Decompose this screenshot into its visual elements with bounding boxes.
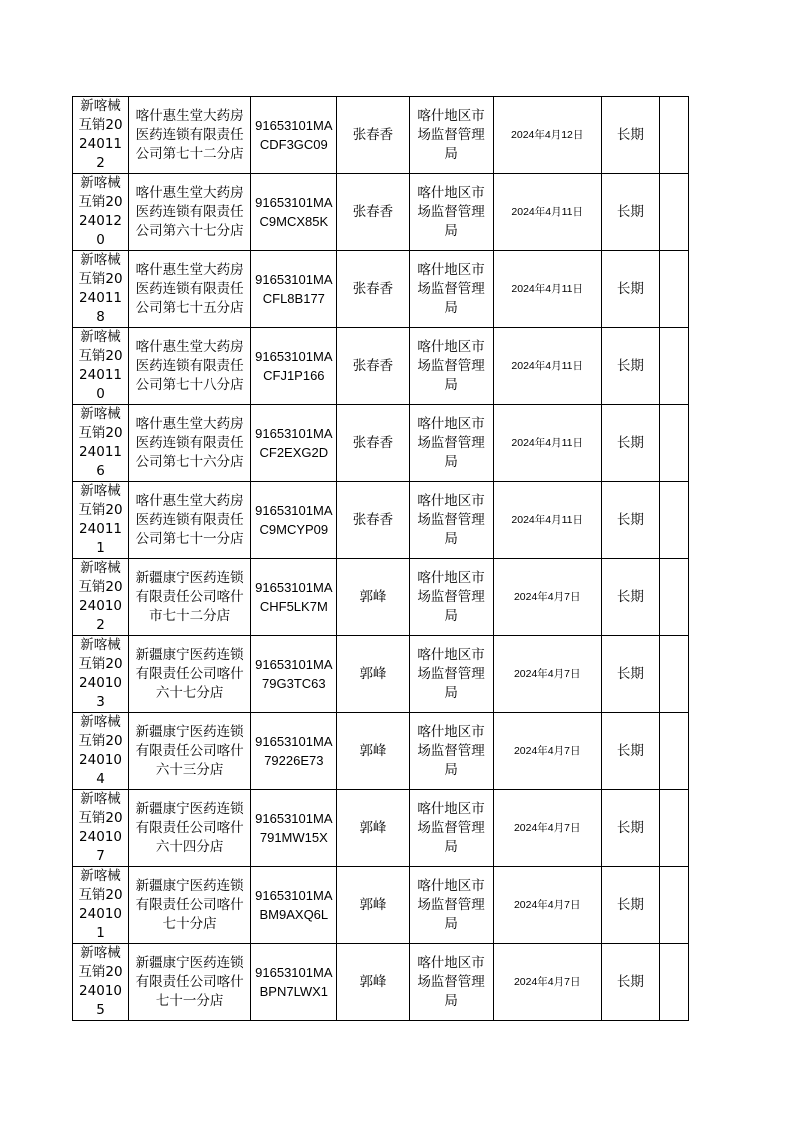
company-name-cell [129, 636, 251, 713]
remarks-cell [659, 328, 688, 405]
credit-code-cell [251, 251, 337, 328]
issuing-authority-cell [409, 559, 493, 636]
issuing-authority-cell [409, 713, 493, 790]
record-number-cell [73, 867, 129, 944]
table-row [73, 636, 689, 713]
issue-date-cell-text: 2024年4月7日 [513, 744, 581, 757]
validity-term-cell-text: 长期 [616, 434, 644, 451]
remarks-cell [659, 97, 688, 174]
credit-code-cell [251, 482, 337, 559]
company-name-cell [129, 174, 251, 251]
record-number-cell-text: 新喀械互销20240118 [78, 252, 123, 325]
issuing-authority-cell [409, 636, 493, 713]
record-number-cell [73, 405, 129, 482]
legal-person-cell-text: 郭峰 [359, 742, 387, 759]
record-number-cell [73, 559, 129, 636]
credit-code-cell-text: 91653101MABM9AXQ6L [255, 888, 333, 922]
issue-date-cell [493, 482, 601, 559]
legal-person-cell-text: 张春香 [352, 434, 394, 451]
issuing-authority-cell-text: 喀什地区市场监督管理局 [417, 184, 485, 239]
issue-date-cell-text: 2024年4月11日 [511, 513, 584, 526]
table-row [73, 174, 689, 251]
validity-term-cell [601, 867, 659, 944]
table-row [73, 867, 689, 944]
company-name-cell [129, 405, 251, 482]
record-number-cell-text: 新喀械互销20240110 [78, 329, 123, 402]
record-number-cell [73, 482, 129, 559]
issuing-authority-cell [409, 944, 493, 1021]
credit-code-cell [251, 174, 337, 251]
credit-code-cell-text: 91653101MAC9MCYP09 [255, 503, 333, 537]
credit-code-cell [251, 559, 337, 636]
remarks-cell [659, 867, 688, 944]
company-name-cell [129, 867, 251, 944]
record-number-cell [73, 97, 129, 174]
credit-code-cell [251, 405, 337, 482]
issue-date-cell-text: 2024年4月7日 [513, 590, 581, 603]
company-name-cell [129, 559, 251, 636]
issuing-authority-cell [409, 482, 493, 559]
issue-date-cell [493, 328, 601, 405]
record-number-cell-text: 新喀械互销20240104 [78, 714, 123, 787]
record-number-cell [73, 790, 129, 867]
company-name-cell-text: 新疆康宁医药连锁有限责任公司喀什市七十二分店 [135, 569, 244, 624]
issue-date-cell-text: 2024年4月12日 [511, 128, 584, 141]
issue-date-cell [493, 944, 601, 1021]
issuing-authority-cell-text: 喀什地区市场监督管理局 [417, 107, 485, 162]
remarks-cell [659, 251, 688, 328]
issue-date-cell-text: 2024年4月11日 [511, 359, 584, 372]
credit-code-cell-text: 91653101MA79G3TC63 [255, 657, 333, 691]
legal-person-cell-text: 郭峰 [359, 896, 387, 913]
validity-term-cell [601, 97, 659, 174]
record-number-cell [73, 636, 129, 713]
company-name-cell-text: 喀什惠生堂大药房医药连锁有限责任公司第六十七分店 [135, 184, 244, 239]
remarks-cell [659, 559, 688, 636]
validity-term-cell-text: 长期 [616, 973, 644, 990]
company-name-cell-text: 喀什惠生堂大药房医药连锁有限责任公司第七十二分店 [135, 107, 244, 162]
validity-term-cell-text: 长期 [616, 819, 644, 836]
issuing-authority-cell-text: 喀什地区市场监督管理局 [417, 492, 485, 547]
credit-code-cell [251, 713, 337, 790]
record-number-cell-text: 新喀械互销20240116 [78, 406, 123, 479]
issue-date-cell [493, 867, 601, 944]
record-number-cell-text: 新喀械互销20240103 [78, 637, 123, 710]
validity-term-cell [601, 405, 659, 482]
remarks-cell [659, 713, 688, 790]
record-number-cell [73, 251, 129, 328]
issue-date-cell [493, 97, 601, 174]
record-number-cell-text: 新喀械互销20240112 [78, 98, 123, 171]
issuing-authority-cell [409, 174, 493, 251]
validity-term-cell [601, 328, 659, 405]
legal-person-cell-text: 郭峰 [359, 819, 387, 836]
legal-person-cell-text: 张春香 [352, 357, 394, 374]
record-number-cell-text: 新喀械互销20240107 [78, 791, 123, 864]
validity-term-cell [601, 174, 659, 251]
company-name-cell [129, 790, 251, 867]
company-name-cell-text: 新疆康宁医药连锁有限责任公司喀什六十四分店 [135, 800, 244, 855]
issuing-authority-cell-text: 喀什地区市场监督管理局 [417, 646, 485, 701]
issuing-authority-cell [409, 790, 493, 867]
company-name-cell [129, 328, 251, 405]
credit-code-cell-text: 91653101MA791MW15X [255, 811, 333, 845]
credit-code-cell-text: 91653101MACFL8B177 [255, 272, 333, 306]
company-name-cell [129, 251, 251, 328]
legal-person-cell-text: 郭峰 [359, 665, 387, 682]
issuing-authority-cell-text: 喀什地区市场监督管理局 [417, 338, 485, 393]
credit-code-cell-text: 91653101MACF2EXG2D [255, 426, 333, 460]
credit-code-cell-text: 91653101MABPN7LWX1 [255, 965, 333, 999]
credit-code-cell [251, 636, 337, 713]
issuing-authority-cell-text: 喀什地区市场监督管理局 [417, 569, 485, 624]
validity-term-cell [601, 636, 659, 713]
table-row [73, 944, 689, 1021]
company-name-cell-text: 新疆康宁医药连锁有限责任公司喀什六十七分店 [135, 646, 244, 701]
credit-code-cell [251, 97, 337, 174]
table-row [73, 328, 689, 405]
record-number-cell-text: 新喀械互销20240105 [78, 945, 123, 1018]
issue-date-cell-text: 2024年4月11日 [511, 436, 584, 449]
legal-person-cell [337, 636, 409, 713]
issue-date-cell [493, 559, 601, 636]
issue-date-cell-text: 2024年4月7日 [513, 667, 581, 680]
validity-term-cell-text: 长期 [616, 126, 644, 143]
table-row [73, 559, 689, 636]
table-row [73, 405, 689, 482]
validity-term-cell [601, 713, 659, 790]
validity-term-cell [601, 790, 659, 867]
company-name-cell-text: 新疆康宁医药连锁有限责任公司喀什七十分店 [135, 877, 244, 932]
company-name-cell-text: 新疆康宁医药连锁有限责任公司喀什六十三分店 [135, 723, 244, 778]
record-number-cell-text: 新喀械互销20240120 [78, 175, 123, 248]
record-number-cell-text: 新喀械互销20240101 [78, 868, 123, 941]
issuing-authority-cell [409, 251, 493, 328]
issuing-authority-cell [409, 97, 493, 174]
issue-date-cell-text: 2024年4月7日 [513, 821, 581, 834]
credit-code-cell-text: 91653101MACDF3GC09 [255, 118, 333, 152]
record-number-cell [73, 328, 129, 405]
record-number-cell [73, 944, 129, 1021]
legal-person-cell [337, 97, 409, 174]
issuing-authority-cell [409, 405, 493, 482]
company-name-cell-text: 喀什惠生堂大药房医药连锁有限责任公司第七十六分店 [135, 415, 244, 470]
credit-code-cell [251, 790, 337, 867]
company-name-cell-text: 喀什惠生堂大药房医药连锁有限责任公司第七十五分店 [135, 261, 244, 316]
issuing-authority-cell-text: 喀什地区市场监督管理局 [417, 877, 485, 932]
record-number-cell-text: 新喀械互销20240111 [78, 483, 123, 556]
issuing-authority-cell [409, 867, 493, 944]
validity-term-cell-text: 长期 [616, 203, 644, 220]
record-number-cell-text: 新喀械互销20240102 [78, 560, 123, 633]
issue-date-cell-text: 2024年4月11日 [511, 205, 584, 218]
validity-term-cell-text: 长期 [616, 511, 644, 528]
table-row [73, 790, 689, 867]
legal-person-cell [337, 174, 409, 251]
remarks-cell [659, 174, 688, 251]
issuing-authority-cell-text: 喀什地区市场监督管理局 [417, 800, 485, 855]
remarks-cell [659, 790, 688, 867]
records-body [73, 97, 689, 1021]
validity-term-cell-text: 长期 [616, 280, 644, 297]
issuing-authority-cell-text: 喀什地区市场监督管理局 [417, 261, 485, 316]
table-row [73, 251, 689, 328]
issue-date-cell-text: 2024年4月7日 [513, 975, 581, 988]
legal-person-cell-text: 张春香 [352, 511, 394, 528]
issue-date-cell [493, 251, 601, 328]
legal-person-cell-text: 郭峰 [359, 973, 387, 990]
issue-date-cell-text: 2024年4月7日 [513, 898, 581, 911]
legal-person-cell [337, 482, 409, 559]
credit-code-cell [251, 944, 337, 1021]
validity-term-cell [601, 482, 659, 559]
company-name-cell [129, 944, 251, 1021]
issuing-authority-cell [409, 328, 493, 405]
validity-term-cell [601, 944, 659, 1021]
issuing-authority-cell-text: 喀什地区市场监督管理局 [417, 723, 485, 778]
issue-date-cell [493, 636, 601, 713]
legal-person-cell [337, 405, 409, 482]
credit-code-cell [251, 867, 337, 944]
validity-term-cell [601, 559, 659, 636]
company-name-cell-text: 新疆康宁医药连锁有限责任公司喀什七十一分店 [135, 954, 244, 1009]
validity-term-cell-text: 长期 [616, 896, 644, 913]
legal-person-cell [337, 328, 409, 405]
legal-person-cell [337, 713, 409, 790]
issuing-authority-cell-text: 喀什地区市场监督管理局 [417, 415, 485, 470]
issue-date-cell [493, 174, 601, 251]
issue-date-cell [493, 713, 601, 790]
record-number-cell [73, 174, 129, 251]
table-row [73, 482, 689, 559]
credit-code-cell [251, 328, 337, 405]
issue-date-cell-text: 2024年4月11日 [511, 282, 584, 295]
table-row [73, 97, 689, 174]
remarks-cell [659, 405, 688, 482]
remarks-cell [659, 944, 688, 1021]
issue-date-cell [493, 790, 601, 867]
credit-code-cell-text: 91653101MACFJ1P166 [255, 349, 333, 383]
credit-code-cell-text: 91653101MACHF5LK7M [255, 580, 333, 614]
remarks-cell [659, 482, 688, 559]
validity-term-cell-text: 长期 [616, 742, 644, 759]
record-number-cell [73, 713, 129, 790]
credit-code-cell-text: 91653101MAC9MCX85K [255, 195, 333, 229]
credit-code-cell-text: 91653101MA79226E73 [255, 734, 333, 768]
validity-term-cell-text: 长期 [616, 357, 644, 374]
legal-person-cell-text: 郭峰 [359, 588, 387, 605]
legal-person-cell [337, 559, 409, 636]
issuing-authority-cell-text: 喀什地区市场监督管理局 [417, 954, 485, 1009]
company-name-cell-text: 喀什惠生堂大药房医药连锁有限责任公司第七十八分店 [135, 338, 244, 393]
remarks-cell [659, 636, 688, 713]
legal-person-cell [337, 867, 409, 944]
legal-person-cell-text: 张春香 [352, 280, 394, 297]
company-name-cell [129, 713, 251, 790]
legal-person-cell [337, 944, 409, 1021]
validity-term-cell-text: 长期 [616, 665, 644, 682]
legal-person-cell-text: 张春香 [352, 126, 394, 143]
validity-term-cell-text: 长期 [616, 588, 644, 605]
issue-date-cell [493, 405, 601, 482]
company-name-cell-text: 喀什惠生堂大药房医药连锁有限责任公司第七十一分店 [135, 492, 244, 547]
validity-term-cell [601, 251, 659, 328]
company-name-cell [129, 482, 251, 559]
company-name-cell [129, 97, 251, 174]
table-row [73, 713, 689, 790]
records-table [72, 96, 689, 1021]
legal-person-cell [337, 790, 409, 867]
legal-person-cell [337, 251, 409, 328]
legal-person-cell-text: 张春香 [352, 203, 394, 220]
